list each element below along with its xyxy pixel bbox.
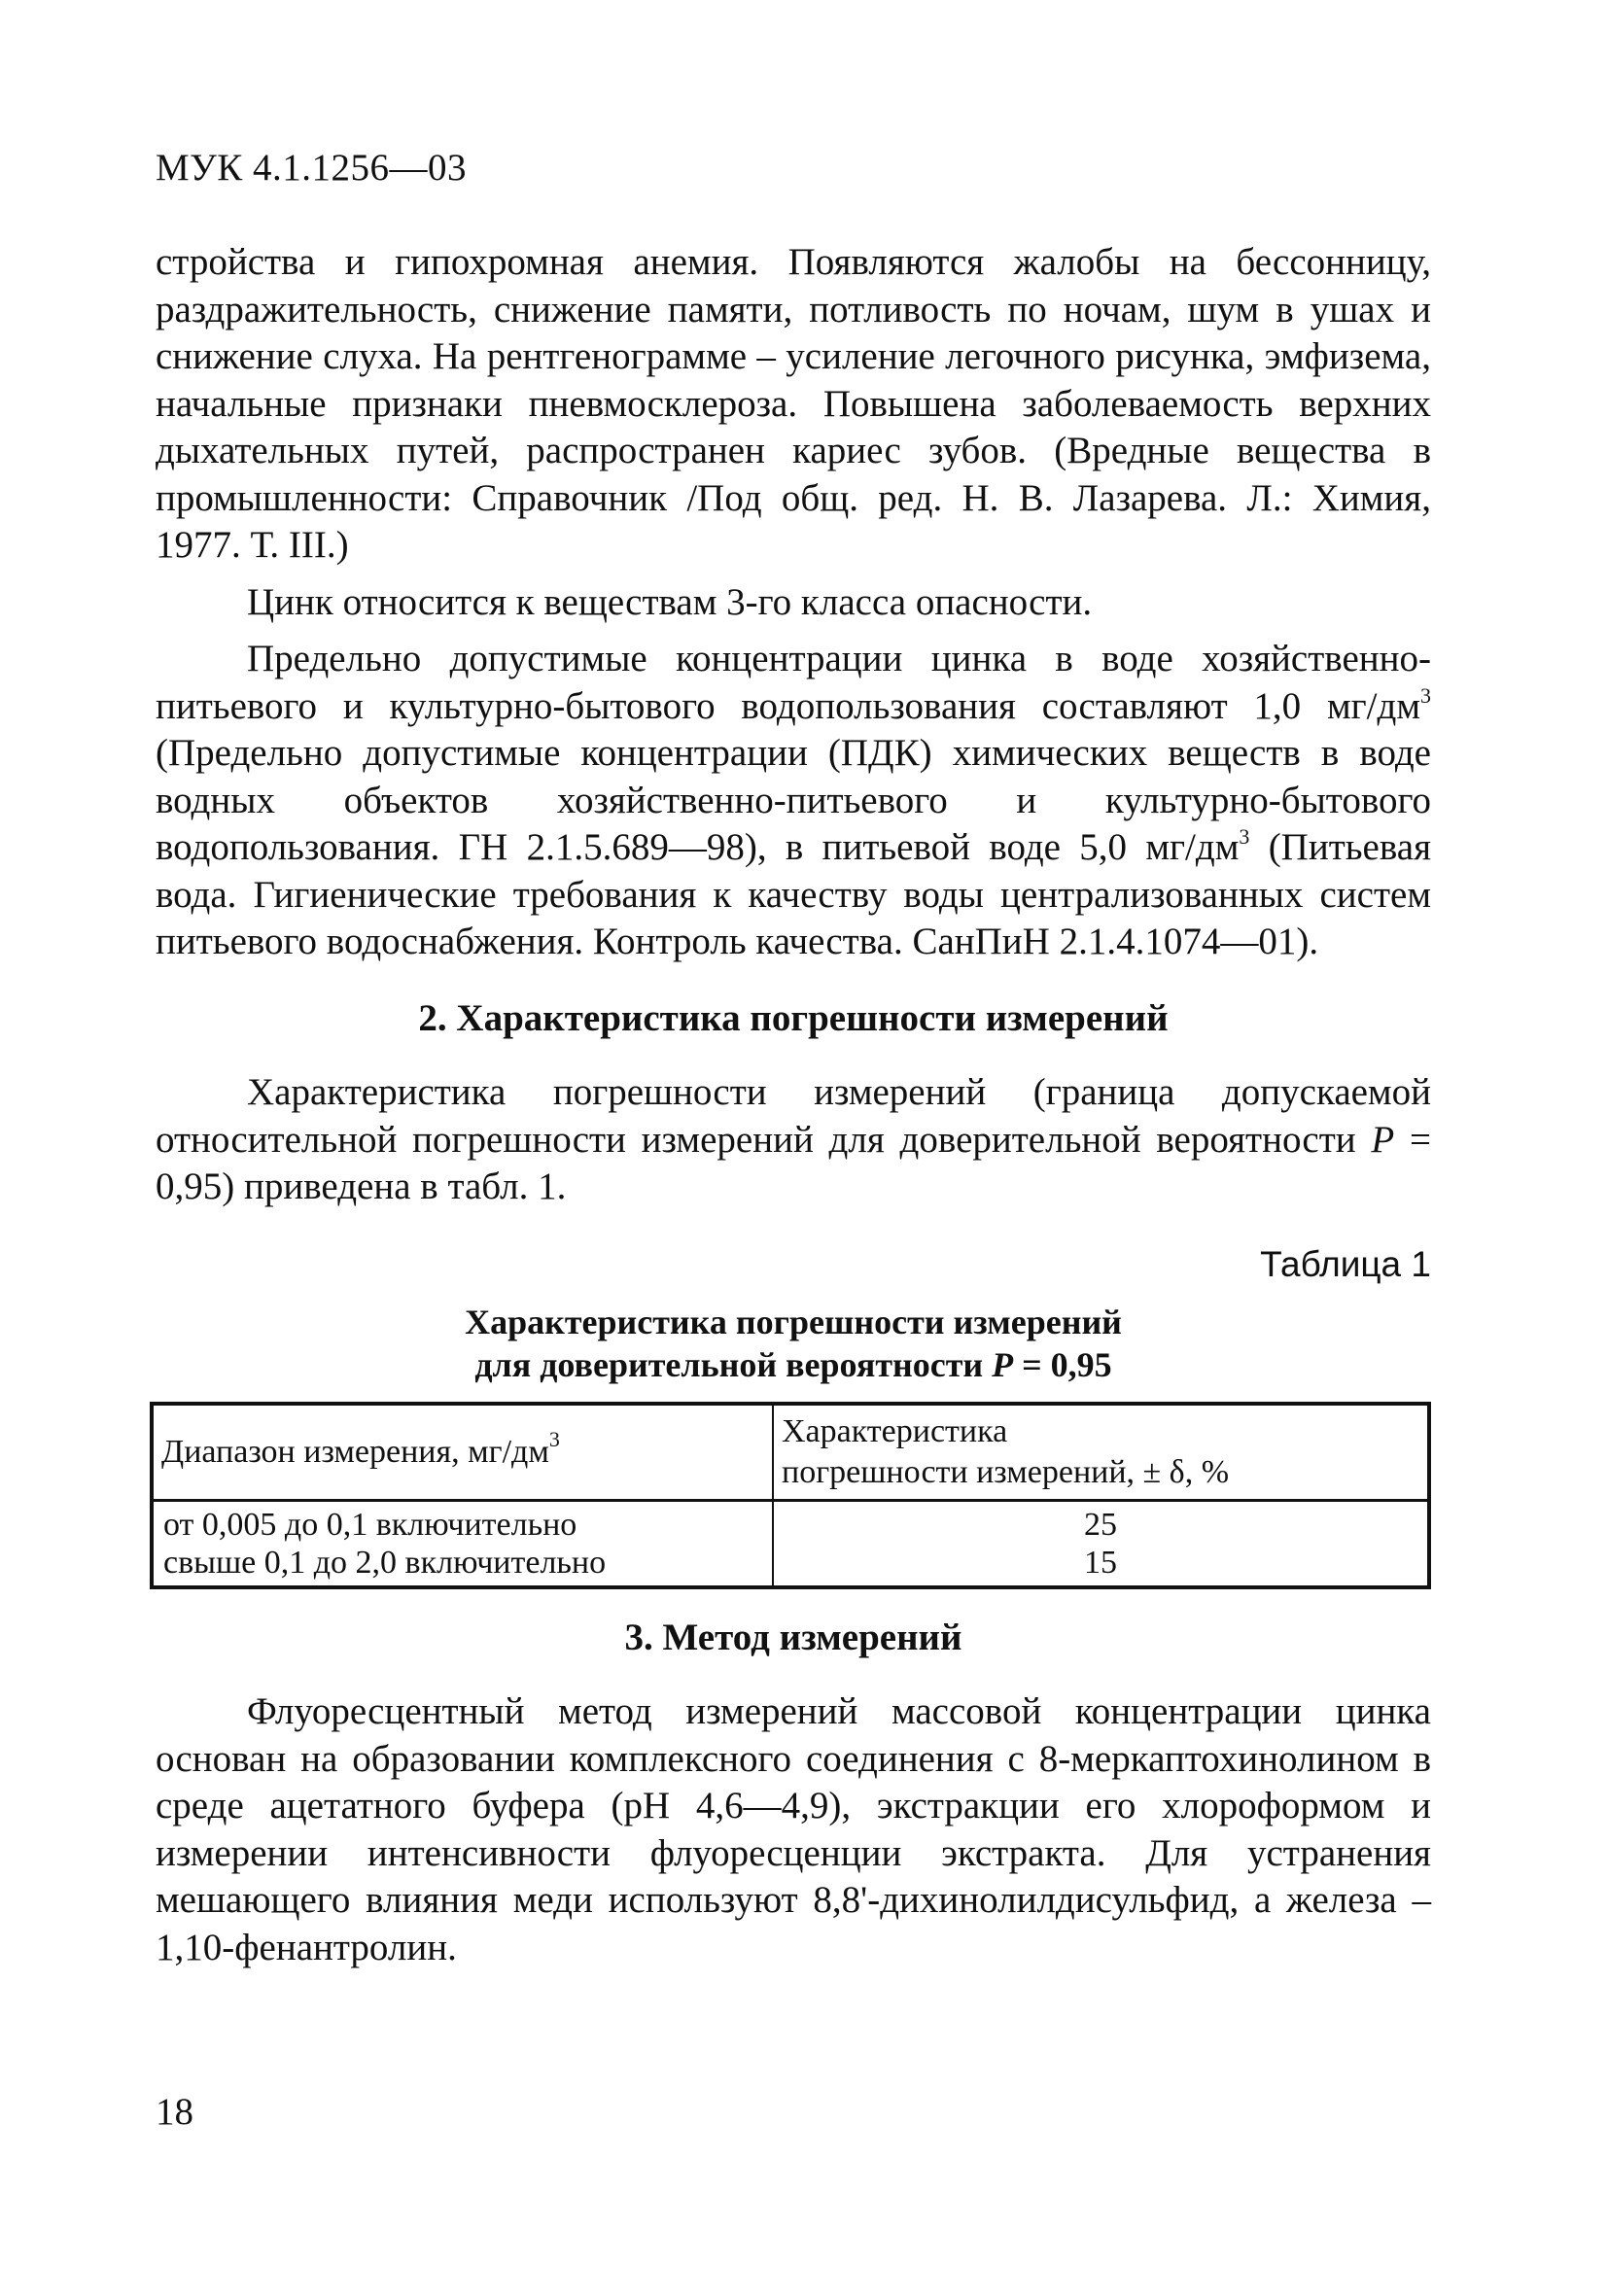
value-cell: 25 bbox=[773, 1500, 1429, 1544]
title-text: для доверительной вероятности bbox=[474, 1344, 993, 1384]
range-cell: от 0,005 до 0,1 включительно bbox=[152, 1500, 773, 1544]
paragraph-symptoms: стройства и гипохромная анемия. Появляются жалобы на бессонницу, раздражительность, снижение памяти, потливость по ночам, шум в ушах и снижение слуха. На рентгенограмме – усиление легочного рисунка, эмфизема, начальные признаки пневмосклероза. Повышена заболеваемость верхних дыхательных путей, распространен кариес зубов. (Вредные вещества в промышленности: Справочник /Под общ. ред. Н. В. Лазарева. Л.: Химия, 1977. Т. III.) bbox=[156, 241, 1431, 566]
probability-symbol: P bbox=[1371, 1118, 1395, 1161]
section-2-intro bbox=[156, 1069, 1431, 1211]
table-header-row bbox=[152, 1404, 1429, 1501]
superscript-3: 3 bbox=[1420, 682, 1431, 708]
header-error-line2: погрешности измерений, ± δ, % bbox=[782, 1453, 1230, 1490]
mac-text-part1: Предельно допустимые концентрации цинка в воде хозяйственно-питьевого и культурно-бытового водопользования составляют 1,0 мг/дм bbox=[156, 638, 1431, 727]
section-3-heading: 3. Метод измерений bbox=[624, 1616, 962, 1658]
paragraph-hazard-class: Цинк относится к веществам 3-го класса опасности. bbox=[247, 580, 1093, 623]
table-title bbox=[156, 1301, 1431, 1386]
table-title-line1: Характеристика погрешности измерений bbox=[465, 1302, 1122, 1341]
page-number: 18 bbox=[156, 2091, 193, 2133]
running-head: МУК 4.1.1256—03 bbox=[156, 147, 468, 189]
paragraph-mac bbox=[156, 636, 1431, 966]
superscript-3: 3 bbox=[548, 1426, 560, 1451]
table-row bbox=[152, 1500, 1429, 1544]
intro-text-end: = 0,95) приведена в табл. 1. bbox=[156, 1118, 1431, 1207]
header-range bbox=[152, 1404, 773, 1501]
document-body bbox=[156, 239, 1431, 1971]
superscript-3: 3 bbox=[1239, 824, 1250, 849]
mac-text-part3: (Питьевая вода. Гигиенические требования к качеству воды централизованных систем питьевого водоснабжения. Контроль качества. СанПиН 2.1.4.1074—01). bbox=[156, 826, 1432, 962]
probability-symbol: P bbox=[992, 1344, 1014, 1384]
section-2-heading: 2. Характеристика погрешности измерений bbox=[418, 996, 1169, 1039]
table-number: Таблица 1 bbox=[1260, 1243, 1431, 1284]
header-error bbox=[773, 1404, 1429, 1501]
intro-text: Характеристика погрешности измерений (граница допускаемой относительной погрешности измерений для доверительной вероятности bbox=[156, 1071, 1431, 1161]
value-cell: 15 bbox=[773, 1544, 1429, 1587]
table-row bbox=[152, 1544, 1429, 1587]
header-error-line1: Характеристика bbox=[782, 1412, 1008, 1449]
error-table bbox=[150, 1402, 1431, 1589]
mac-text-part2: (Предельно допустимые концентрации (ПДК) химических веществ в воде водных объектов хозяйственно-питьевого и культурно-бытового водопользования. ГН 2.1.5.689—98), в питьевой воде 5,0 мг/дм bbox=[156, 732, 1431, 868]
range-cell: свыше 0,1 до 2,0 включительно bbox=[152, 1544, 773, 1587]
header-range-text: Диапазон измерения, мг/дм bbox=[161, 1433, 549, 1470]
section-3-text: Флуоресцентный метод измерений массовой концентрации цинка основан на образовании комплексного соединения с 8-меркаптохинолином в среде ацетатного буфера (рН 4,6—4,9), экстракции его хлороформом и измерении интенсивности флуоресценции экстракта. Для устранения мешающего влияния меди используют 8,8'-дихинолилдисульфид, а железа – 1,10-фенантролин. bbox=[156, 1690, 1431, 1968]
table-title-line2 bbox=[156, 1343, 1431, 1386]
title-text-end: = 0,95 bbox=[1013, 1344, 1112, 1384]
